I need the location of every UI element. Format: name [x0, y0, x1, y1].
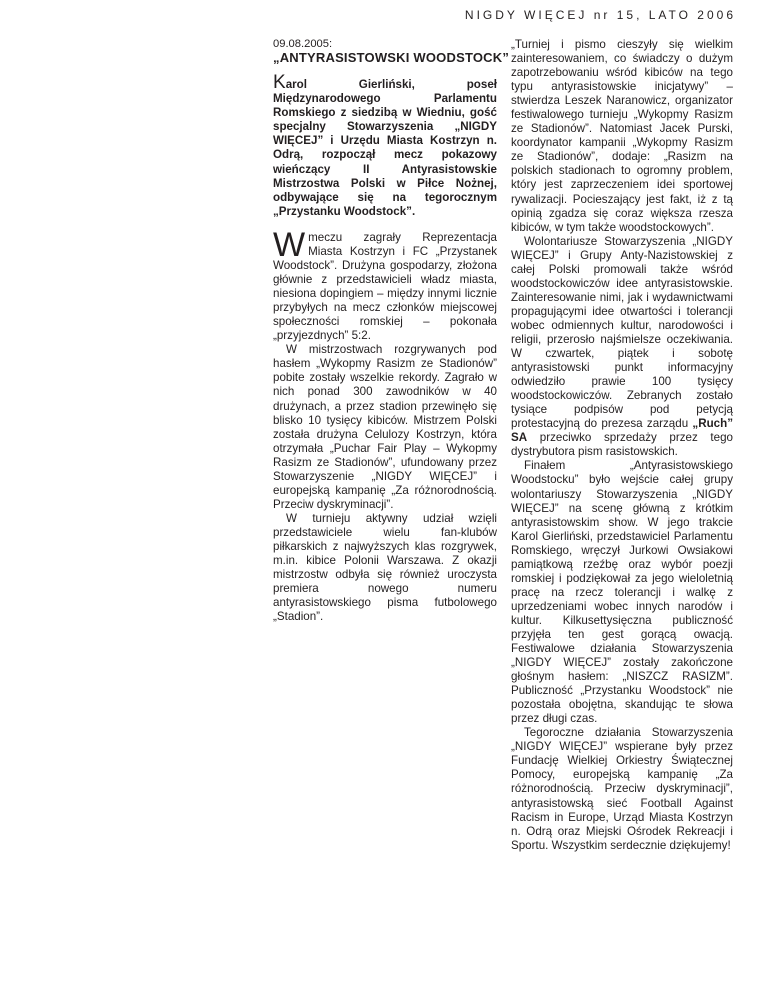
- paragraph-5: [511, 235, 733, 460]
- paragraph-3: W turnieju aktywny udział wzięli przedstawiciele wielu fan-klubów piłkarskich z najwyższych klas rozgrywek, m.in. kibice Polonii Warszawa. Z okazji mistrzostw odbyła się również uroczysta premiera nowego numeru antyrasistowskiego pisma futbolowego „Stadion”.: [273, 511, 497, 624]
- paragraph-1-text: meczu zagrały Reprezentacja Miasta Kostrzyn i FC „Przystanek Woodstock”. Drużyna gospodarzy, złożona głównie z przedstawicieli władz miasta, niesiona dopingiem – między innymi licznie przybyłych na mecz członków miejscowej społeczności romskiej – pokonała „przyjezdnych” 5:2.: [273, 230, 497, 343]
- article-column-right: [511, 38, 733, 853]
- paragraph-5-text-b: przeciwko sprzedaży przez tego dystrybutora pism rasistowskich.: [511, 431, 733, 459]
- lead-text: arol Gierliński, poseł Międzynarodowego Parlamentu Romskiego z siedzibą w Wiedniu, gość specjalny Stowarzyszenia „NIGDY WIĘCEJ” i Urzędu Miasta Kostrzyn n. Odrą, rozpoczął mecz pokazowy wieńczący II Antyrasistowskie Mistrzostwa Polski w Piłce Nożnej, odbywające się na tegorocznym „Przystanku Woodstock”.: [273, 78, 497, 218]
- paragraph-7: Tegoroczne działania Stowarzyszenia „NIGDY WIĘCEJ” wspierane były przez Fundację Wielkiej Orkiestry Świątecznej Pomocy, europejską kampanię „Za różnorodnością. Przeciw dyskryminacji”, antyrasistowską sieć Football Against Racism in Europe, Urząd Miasta Kostrzyn n. Odrą oraz Miejski Ośrodek Rekreacji i Sportu. Wszystkim serdecznie dziękujemy!: [511, 726, 733, 852]
- paragraph-6: Finałem „Antyrasistowskiego Woodstocku” było wejście całej grupy wolontariuszy Stowarzyszenia „NIGDY WIĘCEJ” na scenę główną z krótkim antyrasistowskim show. W jego trakcie Karol Gierliński, przedstawiciel Parlamentu Romskiego, wręczył Jurkowi Owsiakowi pamiątkową rzeźbę oraz wybór poezji romskiej i podziękował za jego wieloletnią pracę na rzecz tolerancji i walkę z uprzedzeniami wobec innych narodów i kultur. Kilkusettysięczna publiczność przyjęła ten gest gorącą owacją. Festiwalowe działania Stowarzyszenia „NIGDY WIĘCEJ” zostały zakończone głośnym hasłem: „NISZCZ RASIZM”. Publiczność „Przystanku Woodstock” nie pozostała obojętna, skandując te słowa przez długi czas.: [511, 459, 733, 726]
- ruch-sa-bold: „Ruch” SA: [511, 417, 733, 445]
- paragraph-2: W mistrzostwach rozgrywanych pod hasłem „Wykopmy Rasizm ze Stadionów” pobite zostały wszelkie rekordy. Zagrało w nich ponad 300 zawodników w 40 drużynach, a przez stadion przewinęło się blisko 10 tysięcy kibiców. Mistrzem Polski została drużyna Celulozy Kostrzyn, która otrzymała „Puchar Fair Play – Wykopmy Rasizm ze Stadionów”, ufundowany przez Stowarzyszenie „NIGDY WIĘCEJ” i europejską kampanię „Za różnorodnością. Przeciw dyskryminacji”.: [273, 343, 497, 511]
- article-lead: [273, 72, 497, 219]
- running-head: NIGDY WIĘCEJ nr 15, LATO 2006: [464, 8, 736, 22]
- article-date: 09.08.2005:: [273, 38, 333, 50]
- lead-initial: K: [273, 72, 286, 93]
- dropcap: W: [273, 225, 306, 264]
- article-column-left: [273, 38, 510, 624]
- paragraph-5-text-a: Wolontariusze Stowarzyszenia „NIGDY WIĘCEJ” i Grupy Anty-Nazistowskiej z całej Polski promowali także wśród woodstockowiczów idee antyrasistowskie. Zainteresowanie nimi, jak i wydawnictwami propagującymi idee otwartości i tolerancji wobec odmiennych kultur, narodowości i religii, przerosło najśmielsze oczekiwania. W czwartek, piątek i sobotę antyrasistowski punkt informacyjny odwiedziło prawie 100 tysięcy woodstockowiczów. Zebranych zostało tysiące podpisów pod petycją protestacyjną do prezesa zarządu: [511, 234, 733, 431]
- paragraph-4-continued: „Turniej i pismo cieszyły się wielkim zainteresowaniem, co świadczy o dużym zapotrzebowaniu wśród kibiców na tego typu antyrasistowskie inicjatywy” – stwierdza Leszek Naranowicz, organizator festiwalowego turnieju „Wykopmy Rasizm ze Stadionów”. Natomiast Jacek Purski, koordynator kampanii „Wykopmy Rasizm ze Stadionów”, dodaje: „Rasizm na polskich stadionach to ogromny problem, który jest zaprzeczeniem idei sportowej rywalizacji. Pocieszający jest fakt, iż z tą opinią zgadza się coraz większa rzesza kibiców, w tym także woodstockowych”.: [511, 38, 733, 234]
- article-headline: „ANTYRASISTOWSKI WOODSTOCK”: [273, 50, 510, 65]
- paragraph-1: [273, 225, 497, 343]
